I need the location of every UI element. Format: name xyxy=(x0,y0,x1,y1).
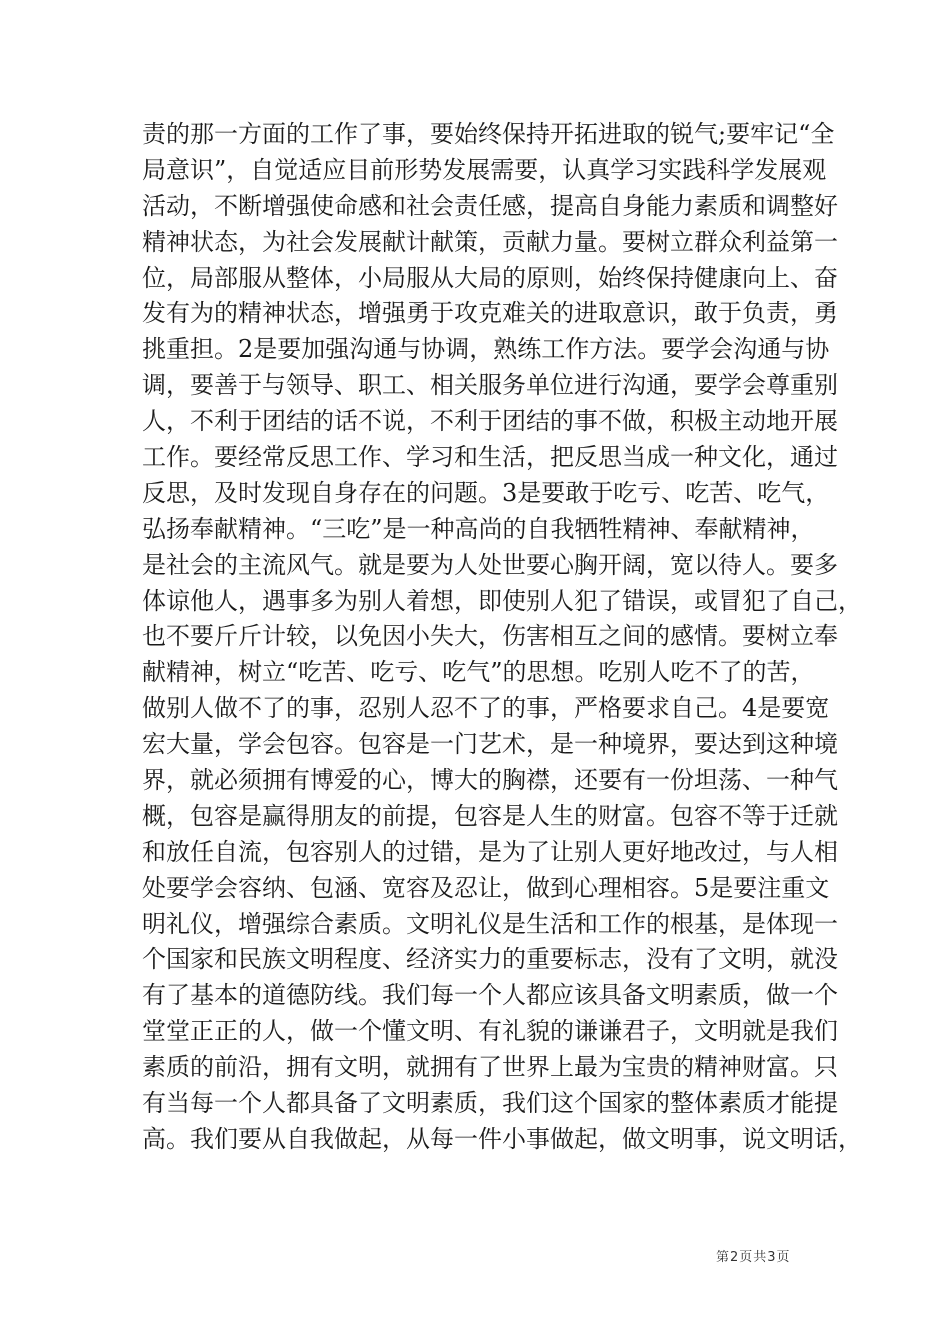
text-line: 堂堂正正的人，做一个懂文明、有礼貌的谦谦君子，文明就是我们 xyxy=(142,1017,838,1046)
text-line: 弘扬奉献精神。“三吃”是一种高尚的自我牺牲精神、奉献精神， xyxy=(142,514,815,543)
text-line: 位，局部服从整体，小局服从大局的原则，始终保持健康向上、奋 xyxy=(142,263,838,292)
text-line: 素质的前沿，拥有文明，就拥有了世界上最为宝贵的精神财富。只 xyxy=(142,1053,838,1082)
text-line: 献精神，树立“吃苦、吃亏、吃气”的思想。吃别人吃不了的苦， xyxy=(142,658,815,687)
text-line: 和放任自流，包容别人的过错，是为了让别人更好地改过，与人相 xyxy=(142,837,838,866)
text-line: 概，包容是赢得朋友的前提，包容是人生的财富。包容不等于迁就 xyxy=(142,801,838,830)
text-line: 个国家和民族文明程度、经济实力的重要标志，没有了文明，就没 xyxy=(142,945,838,974)
text-line: 做别人做不了的事，忍别人忍不了的事，严格要求自己。4是要宽 xyxy=(142,694,830,723)
text-line: 责的那一方面的工作了事，要始终保持开拓进取的锐气;要牢记“全 xyxy=(142,120,835,148)
text-line: 明礼仪，增强综合素质。文明礼仪是生活和工作的根基，是体现一 xyxy=(142,909,838,938)
text-line: 人，不利于团结的话不说，不利于团结的事不做，积极主动地开展 xyxy=(142,407,838,436)
text-line: 有当每一个人都具备了文明素质，我们这个国家的整体素质才能提 xyxy=(142,1089,838,1118)
text-line: 高。我们要从自我做起，从每一件小事做起，做文明事，说文明话， xyxy=(142,1124,862,1153)
text-line: 挑重担。2是要加强沟通与协调，熟练工作方法。要学会沟通与协 xyxy=(142,335,830,364)
page-number: 第2页共3页 xyxy=(716,1250,791,1265)
text-line: 反思，及时发现自身存在的问题。3是要敢于吃亏、吃苦、吃气， xyxy=(142,478,830,507)
text-line: 发有为的精神状态，增强勇于攻克难关的进取意识，敢于负责，勇 xyxy=(142,299,838,328)
text-line: 处要学会容纳、包涵、宽容及忍让，做到心理相容。5是要注重文 xyxy=(142,873,830,902)
text-line: 体谅他人，遇事多为别人着想，即使别人犯了错误，或冒犯了自己， xyxy=(142,586,862,615)
text-line: 也不要斤斤计较，以免因小失大，伤害相互之间的感情。要树立奉 xyxy=(142,622,838,651)
text-line: 是社会的主流风气。就是要为人处世要心胸开阔，宽以待人。要多 xyxy=(142,550,838,579)
body-text xyxy=(142,117,862,1158)
text-line: 活动，不断增强使命感和社会责任感，提高自身能力素质和调整好 xyxy=(142,191,838,220)
text-line: 有了基本的道德防线。我们每一个人都应该具备文明素质，做一个 xyxy=(142,981,838,1010)
text-line: 界，就必须拥有博爱的心，博大的胸襟，还要有一份坦荡、一种气 xyxy=(142,766,838,795)
text-line: 宏大量，学会包容。包容是一门艺术，是一种境界，要达到这种境 xyxy=(142,730,838,759)
text-line: 工作。要经常反思工作、学习和生活，把反思当成一种文化，通过 xyxy=(142,443,838,472)
text-line: 调，要善于与领导、职工、相关服务单位进行沟通，要学会尊重别 xyxy=(142,371,838,400)
text-line: 局意识”，自觉适应目前形势发展需要，认真学习实践科学发展观 xyxy=(142,155,827,184)
text-line: 精神状态，为社会发展献计献策，贡献力量。要树立群众利益第一 xyxy=(142,227,838,256)
